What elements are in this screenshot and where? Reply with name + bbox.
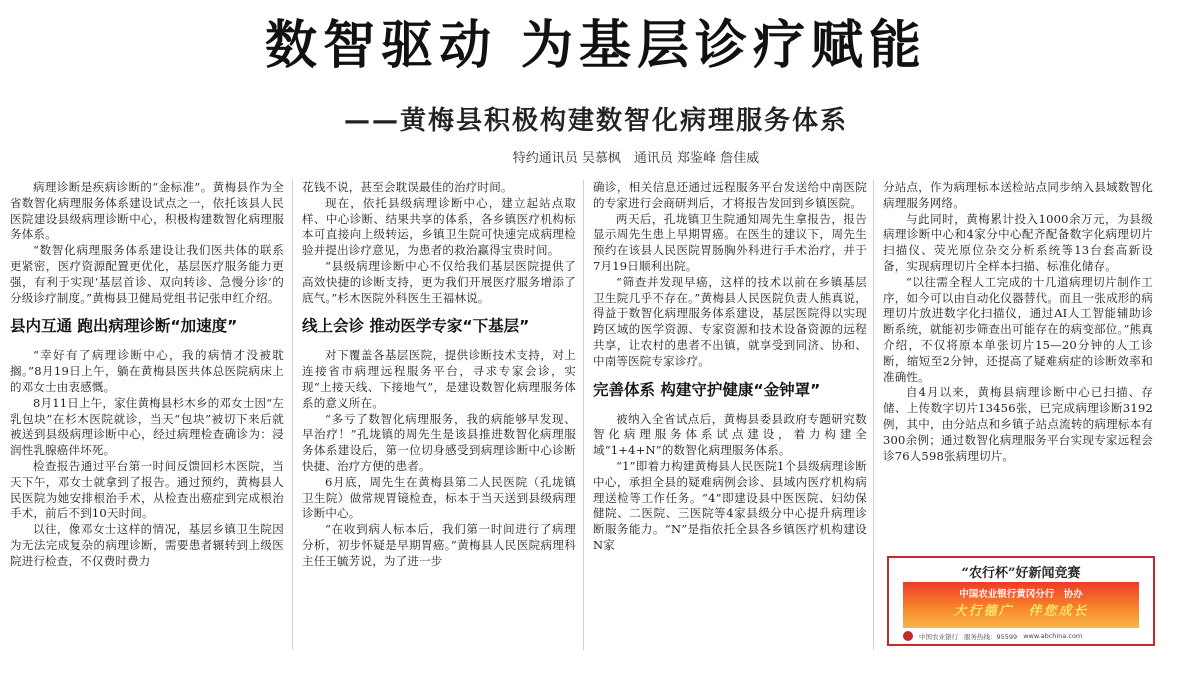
paragraph: “数智化病理服务体系建设让我们医共体的联系更紧密，医疗资源配置更优化，基层医疗服务能力更强，有利于实现‘基层首诊、双向转诊、急慢分诊’的分级诊疗制度。”黄梅县卫健局党组书记张申红介绍。: [10, 243, 284, 305]
ad-banner: [903, 582, 1139, 628]
paragraph: 与此同时，黄梅累计投入1000余万元，为县级病理诊断中心和4家分中心配齐配备数字化病理切片扫描仪、荧光原位杂交分析系统等13台套高新设备，实现病理切片全样本扫描、标准化储存。: [883, 211, 1153, 273]
ad-bank-name: 中国农业银行: [919, 632, 958, 641]
paragraph: “幸好有了病理诊断中心，我的病情才没被耽搁。”8月19日上午，躺在黄梅县医共体总医院病床上的邓女士由衷感慨。: [10, 348, 284, 394]
paragraph: 花钱不说，甚至会耽误最佳的治疗时间。: [302, 180, 513, 194]
paragraph: “筛查并发现早癌，这样的技术以前在乡镇基层卫生院几乎不存在。”黄梅县人民医院负责人熊真说，得益于数智化病理服务体系建设，基层医院得以实现跨区域的医学资源、专家资源和技术设备资源的远程共享，让农村的患者不出镇，就享受到同济、协和、中南等医院专家诊疗。: [593, 274, 867, 368]
ad-footer: [903, 630, 1139, 642]
paragraph: 现在，依托县级病理诊断中心，建立起站点取样、中心诊断、结果共享的体系，各乡镇医疗机构标本可直接向上级转运，乡镇卫生院可快速完成病理检验并提出诊疗意见，为患者的救治赢得宝贵时间。: [302, 195, 576, 258]
paragraph: 检查报告通过平台第一时间反馈回杉木医院，当天下午，邓女士就拿到了报告。通过预约，黄梅县人民医院为她安排根治手术，从检查出癌症到完成根治手术，前后不到10天时间。: [10, 458, 284, 521]
paragraph: 确诊，相关信息还通过远程服务平台发送给中南医院的专家进行会商研判后，才将报告发回到乡镇医院。: [593, 180, 867, 210]
ad-slogan: 大行德广 伴您成长: [953, 604, 1089, 619]
paragraph: “县级病理诊断中心不仅给我们基层医院提供了高效快捷的诊断支持，更为我们开展医疗服务增添了底气。”杉木医院外科医生王福林说。: [302, 258, 576, 305]
paragraph: 病理诊断是疾病诊断的“金标准”。黄梅县作为全省数智化病理服务体系建设试点之一，依托该县人民医院建设县级病理诊断中心，积极构建数智化病理服务体系。: [10, 180, 284, 242]
paragraph: 6月底，周先生在黄梅县第二人民医院（孔垅镇卫生院）做常规胃镜检查，标本于当天送到县级病理诊断中心。: [302, 474, 576, 521]
sponsor-advertisement: [887, 556, 1155, 646]
ad-title: “农行杯”好新闻竞赛: [961, 566, 1081, 581]
ad-sponsor-line: 中国农业银行黄冈分行 协办: [959, 589, 1083, 600]
paragraph: 自4月以来，黄梅县病理诊断中心已扫描、存储、上传数字切片13456张，已完成病理诊断3192例，其中，由分站点和乡镇子站点流转的病理标本有300余例；通过数智化病理服务平台实现专家远程会诊76人598张病理切片。: [883, 385, 1153, 463]
section-heading: 县内互通 跑出病理诊断“加速度”: [10, 317, 238, 336]
article-column-2: [302, 180, 576, 650]
column-divider: [583, 180, 584, 650]
subtitle: ——黄梅县积极构建数智化病理服务体系: [343, 106, 848, 136]
ad-phone: 服务热线：95599: [964, 632, 1018, 641]
column-divider: [873, 180, 874, 650]
paragraph: “1”即着力构建黄梅县人民医院1个县级病理诊断中心，承担全县的疑难病例会诊、县域内医疗机构病理送检等工作任务。“4”即建设县中医医院、妇幼保健院、二医院、三医院等4家县级分中心提升病理诊断服务能力。“N”是指依托全县各乡镇医疗机构建设N家: [593, 458, 867, 552]
paragraph: “多亏了数智化病理服务，我的病能够早发现、早治疗！”孔垅镇的周先生是该县推进数智化病理服务体系建设后，第一位切身感受到病理诊断中心诊断快捷、治疗方便的患者。: [302, 411, 576, 473]
byline: 特约通讯员 吴慕枫 通讯员 郑鉴峰 詹佳威: [512, 151, 760, 166]
paragraph: “以往需全程人工完成的十几道病理切片制作工序，如今可以由自动化仪器替代。而且一张成形的病理切片放进数字化扫描仪，通过AI人工智能辅助诊断系统，就能初步筛查出可能存在的病变部位。”熊真介绍，不仅将原本单张切片15—20分钟的人工诊断，缩短至2分钟，还提高了疑难病症的诊断效率和准确性。: [883, 274, 1153, 384]
paragraph: 以往，像邓女士这样的情况，基层乡镇卫生院因为无法完成复杂的病理诊断，需要患者辗转到上级医院进行检查，不仅费时费力: [10, 522, 284, 568]
column-divider: [292, 180, 293, 650]
section-heading: 线上会诊 推动医学专家“下基层”: [302, 317, 530, 336]
ad-url: www.abchina.com: [1023, 632, 1083, 640]
bank-logo-icon: [903, 631, 913, 641]
paragraph: 两天后，孔垅镇卫生院通知周先生拿报告，报告显示周先生患上早期胃癌。在医生的建议下，周先生预约在该县人民医院胃肠胸外科进行手术治疗，并于7月19日顺利出院。: [593, 211, 867, 273]
paragraph: 对下覆盖各基层医院，提供诊断技术支持，对上连接省市病理远程服务平台，寻求专家会诊，实现“上接天线、下接地气”，是建设数智化病理服务体系的意义所在。: [302, 348, 576, 410]
section-heading: 完善体系 构建守护健康“金钟罩”: [593, 380, 821, 399]
article-column-4: [883, 180, 1153, 550]
headline: 数智驱动 为基层诊疗赋能: [264, 16, 928, 76]
article-column-3: [593, 180, 867, 650]
article-column-1: [10, 180, 284, 650]
paragraph: “在收到病人标本后，我们第一时间进行了病理分析，初步怀疑是早期胃癌。”黄梅县人民医院病理科主任王毓芳说，为了进一步: [302, 522, 576, 568]
paragraph: 分站点，作为病理标本送检站点同步纳入县域数智化病理服务网络。: [883, 180, 1153, 210]
paragraph: 8月11日上午，家住黄梅县杉木乡的邓女士因“左乳包块”在杉木医院就诊，当天“包块”被切下来后就被送到县级病理诊断中心，经过病理检查确诊为：浸润性乳腺癌伴坏死。: [10, 395, 284, 458]
paragraph: 被纳入全省试点后，黄梅县委县政府专题研究数智化病理服务体系试点建设，着力构建全域“1+4+N”的数智化病理服务体系。: [593, 411, 867, 458]
